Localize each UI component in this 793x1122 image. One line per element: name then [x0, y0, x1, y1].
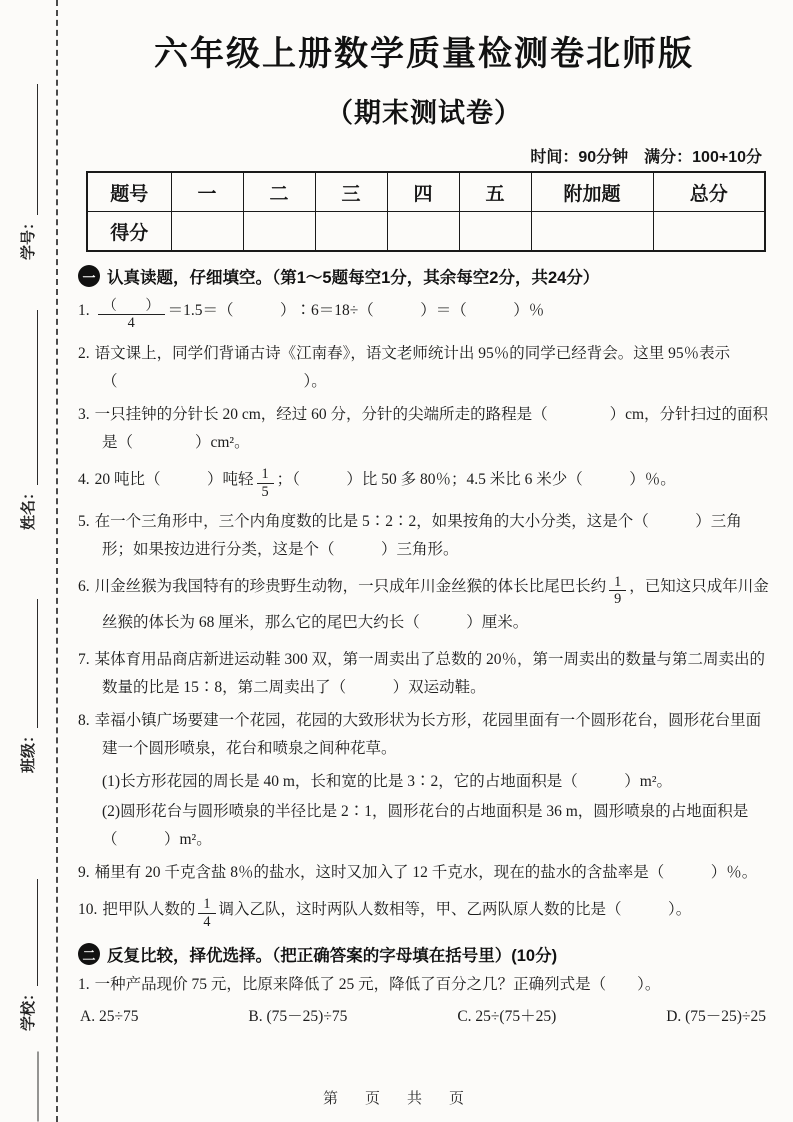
option-c: C. 25÷(75＋25) [457, 1008, 557, 1025]
score-table-header-cell: 总分 [653, 172, 765, 212]
score-table-header-cell: 四 [387, 172, 459, 212]
class-blank-line [15, 599, 38, 728]
question-number: 5. [78, 513, 90, 530]
question-2 [78, 340, 770, 396]
question-10 [78, 895, 770, 931]
question-number: 6. [78, 578, 90, 595]
score-table-header-cell: 二 [243, 172, 315, 212]
question-8-sub-1 [78, 768, 770, 796]
question-text: ；（ ）比 50 多 80％；4.5 米比 6 米少（ ）％。 [276, 470, 676, 488]
student-name-field [15, 310, 39, 530]
section-1-title: 认真读题，仔细填空。（第1～5题每空1分，其余每空2分，共24分） [107, 269, 600, 287]
question-text: ＝1.5＝（ ）∶6＝18÷（ ）＝（ ）％ [167, 302, 545, 319]
fraction: $\frac{( )}{4}$ [98, 298, 165, 332]
question-text: 桶里有 20 千克含盐 8％的盐水，这时又加入了 12 千克水，现在的盐水的含盐率是（ ）％。 [94, 863, 758, 881]
section-2-number-icon: 二 [78, 943, 100, 965]
school-field [15, 879, 39, 1031]
question-1 [78, 296, 770, 332]
student-id-field [15, 84, 39, 260]
question-text: 某体育用品商店新进运动鞋 300 双，第一周卖出了总数的 20％，第一周卖出的数量与第二周卖出的数量的比是 15∶8，第二周卖出了（ ）双运动鞋。 [94, 650, 766, 696]
question-text: 调入乙队，这时两队人数相等，甲、乙两队原人数的比是（ ）。 [218, 900, 692, 918]
question-5 [78, 508, 770, 564]
option-a: A. 25÷75 [80, 1008, 139, 1025]
question-number: 7. [78, 650, 90, 668]
score-cell [315, 212, 387, 252]
score-table-header-cell: 附加题 [531, 172, 653, 212]
score-table-header-cell: 三 [315, 172, 387, 212]
question-text: (2)圆形花台与圆形喷泉的半径比是 2∶1，圆形花台的占地面积是 36 m，圆形喷泉的占地面积是（ ）m²。 [102, 802, 749, 848]
class-field [15, 599, 39, 773]
question-text: 一只挂钟的分针长 20 cm，经过 60 分，分针的尖端所走的路程是（ ）cm，分针扫过的面积是（ ）cm²。 [94, 405, 768, 451]
section-1-number-icon: 一 [78, 265, 100, 287]
question-number: 1. [78, 976, 90, 993]
question-number: 2. [78, 344, 90, 362]
exam-content [78, 0, 770, 1030]
page-subtitle: （期末测试卷） [326, 98, 522, 128]
option-b: B. (75－25)÷75 [248, 1008, 348, 1025]
question-number: 1. [78, 302, 90, 319]
option-d: D. (75－25)÷25 [666, 1008, 766, 1025]
student-name-blank-line [15, 310, 38, 485]
fraction: $\frac{1}{4}$ [198, 896, 215, 930]
student-name-label: 姓名： [19, 484, 37, 530]
score-cell [243, 212, 315, 252]
question-text: 幸福小镇广场要建一个花园，花园的大致形状为长方形，花园里面有一个圆形花台，圆形花台里面建一个圆形喷泉，花台和喷泉之间种花草。 [94, 711, 762, 757]
section-2-heading [78, 942, 770, 966]
page-footer: 第 页 共 页 [322, 1090, 470, 1107]
fraction: $\frac{1}{9}$ [609, 574, 626, 608]
question-number: 8. [78, 711, 90, 729]
question-text: 20 吨比（ ）吨轻 [94, 470, 254, 488]
margin-dashed-divider [56, 0, 58, 1122]
question-text: 在一个三角形中，三个内角度数的比是 5∶2∶2，如果按角的大小分类，这是个（ ）三角形；如果按边进行分类，这是个（ ）三角形。 [94, 513, 742, 558]
score-cell [531, 212, 653, 252]
question-number: 10. [78, 900, 98, 918]
score-cell [171, 212, 243, 252]
exam-info-line: 时间：90分钟 满分：100+10分 [530, 149, 762, 166]
question-9 [78, 859, 770, 887]
score-table-header-cell: 题号 [87, 172, 171, 212]
class-label: 班级： [19, 727, 37, 773]
question-text: 川金丝猴为我国特有的珍贵野生动物，一只成年川金丝猴的体长比尾巴长约 [94, 578, 607, 595]
question-8 [78, 707, 770, 763]
question-text: 语文课上，同学们背诵古诗《江南春》，语文老师统计出 95％的同学已经背会。这里 95％表示（ ）。 [94, 344, 731, 390]
score-cell [459, 212, 531, 252]
choice-question-1 [78, 971, 770, 999]
question-7 [78, 646, 770, 702]
question-4 [78, 465, 770, 501]
school-label: 学校： [19, 985, 37, 1031]
question-text: ，已知这只成年川金丝猴的体长为 68 厘米，那么它的尾巴大约长（ ）厘米。 [102, 578, 769, 631]
question-3 [78, 401, 770, 457]
score-table [86, 171, 766, 252]
question-8-sub-2 [78, 798, 770, 854]
school-blank-line [15, 879, 38, 986]
score-cell [387, 212, 459, 252]
student-id-blank-line [15, 84, 38, 215]
student-id-label: 学号： [19, 214, 37, 260]
choice-question-1-options [80, 1004, 770, 1030]
page-title: 六年级上册数学质量检测卷北师版 [154, 35, 694, 73]
question-number: 9. [78, 863, 90, 881]
question-number: 4. [78, 470, 90, 488]
question-text: (1)长方形花园的周长是 40 m，长和宽的比是 3∶2，它的占地面积是（ ）m²。 [102, 772, 672, 790]
section-1-heading [78, 264, 770, 288]
question-number: 3. [78, 405, 90, 423]
score-table-score-row [87, 212, 765, 252]
question-text: 把甲队人数的 [102, 900, 196, 918]
score-table-header-cell: 一 [171, 172, 243, 212]
score-row-label: 得分 [87, 212, 171, 252]
fraction: $\frac{1}{5}$ [257, 466, 274, 500]
question-6 [78, 572, 770, 638]
question-text: 一种产品现价 75 元，比原来降低了 25 元，降低了百分之几？正确列式是（ ）。 [94, 976, 661, 993]
score-cell [653, 212, 765, 252]
section-2-title: 反复比较，择优选择。（把正确答案的字母填在括号里）(10分) [107, 947, 558, 965]
score-table-header-row [87, 172, 765, 212]
score-table-header-cell: 五 [459, 172, 531, 212]
